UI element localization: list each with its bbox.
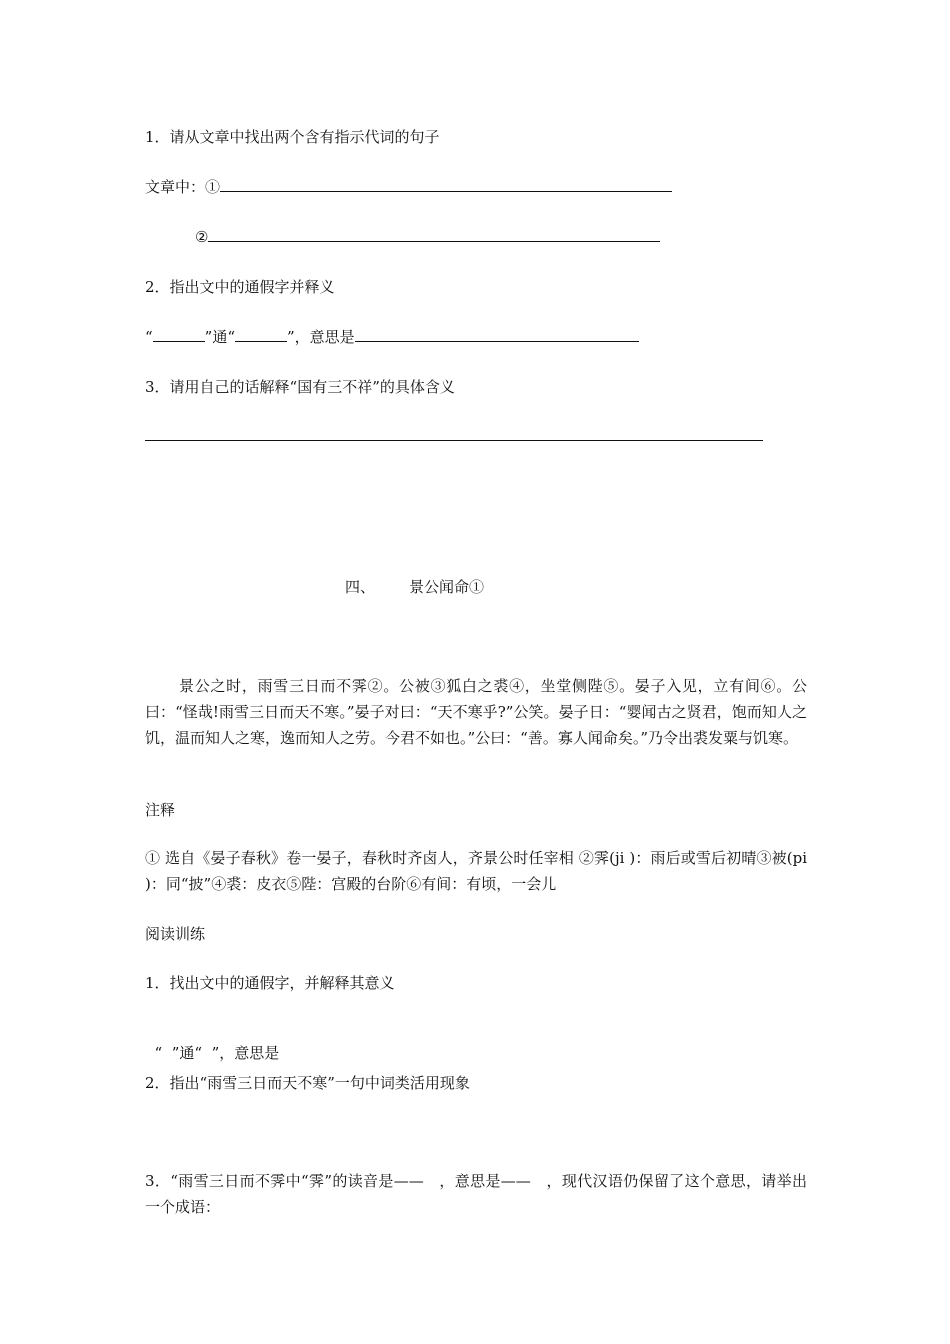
tongjia-connector: ”通“ bbox=[204, 328, 236, 346]
notes-text: ① 选自《晏子春秋》卷一晏子，春秋时齐卤人，齐景公时任宰相 ②霁(ji )：雨后或雪后初晴③被(pi )：同“披”④裘：皮衣⑤陛：宫殿的台阶⑥有间：有顷，一会儿 bbox=[145, 849, 807, 893]
training-question-2 bbox=[145, 1073, 470, 1093]
training-question-3-text: 3．“雨雪三日而不霁中“霁”的读音是—— ，意思是—— ，现代汉语仍保留了这个意思，请举出一个成语： bbox=[145, 1172, 807, 1216]
training-question-3 bbox=[145, 1168, 807, 1220]
answer-line-2-prefix: ② bbox=[195, 228, 209, 246]
notes-body bbox=[145, 845, 807, 897]
notes-heading bbox=[145, 800, 175, 820]
answer-line-tongjia bbox=[145, 327, 639, 347]
question-2 bbox=[145, 277, 335, 297]
answer-blank-2[interactable] bbox=[208, 227, 660, 242]
open-quote: “ bbox=[145, 328, 153, 346]
answer-line-1-prefix: 文章中：① bbox=[145, 178, 221, 196]
question-3 bbox=[145, 377, 455, 397]
tongjia-blank-1[interactable] bbox=[153, 327, 205, 342]
answer-blank-1[interactable] bbox=[220, 177, 672, 192]
section-title-text: 景公闻命① bbox=[409, 578, 485, 596]
passage-text: 景公之时，雨雪三日而不霁②。公被③狐白之裘④，坐堂侧陛⑤。晏子入见，立有间⑥。公曰：“怪哉!雨雪三日而天不寒。”晏子对曰：“天不寒乎?”公笑。晏子日：“婴闻古之贤君，饱而知人之饥，温而知人之寒，逸而知人之劳。今君不如也。”公曰：“善。寡人闻命矣。”乃令出裘发粟与饥寒。 bbox=[145, 677, 807, 747]
answer-line-2 bbox=[195, 227, 660, 247]
training-heading bbox=[145, 924, 205, 944]
section-title bbox=[345, 577, 484, 597]
meaning-prefix: ”，意思是 bbox=[287, 328, 355, 346]
meaning-blank[interactable] bbox=[355, 327, 639, 342]
training-answer-1 bbox=[145, 1023, 279, 1063]
passage bbox=[145, 673, 807, 751]
tongjia-blank-2[interactable] bbox=[235, 327, 287, 342]
answer-line-3 bbox=[145, 426, 763, 446]
notes-heading-text: 注释 bbox=[145, 801, 176, 819]
question-1 bbox=[145, 127, 440, 147]
question-2-text: 2．指出文中的通假字并释义 bbox=[145, 278, 335, 296]
question-1-text: 1．请从文章中找出两个含有指示代词的句子 bbox=[145, 128, 440, 146]
training-heading-text: 阅读训练 bbox=[145, 925, 206, 943]
question-3-text: 3．请用自己的话解释“国有三不祥”的具体含义 bbox=[145, 378, 455, 396]
answer-blank-3[interactable] bbox=[145, 426, 763, 441]
section-number: 四、 bbox=[345, 578, 376, 596]
training-question-1 bbox=[145, 973, 395, 993]
training-question-2-text: 2．指出“雨雪三日而天不寒”一句中词类活用现象 bbox=[145, 1074, 470, 1092]
training-question-1-text: 1．找出文中的通假字，并解释其意义 bbox=[145, 974, 395, 992]
answer-line-1 bbox=[145, 177, 672, 197]
training-answer-1-text: “ ”通“ ”，意思是 bbox=[154, 1044, 280, 1062]
